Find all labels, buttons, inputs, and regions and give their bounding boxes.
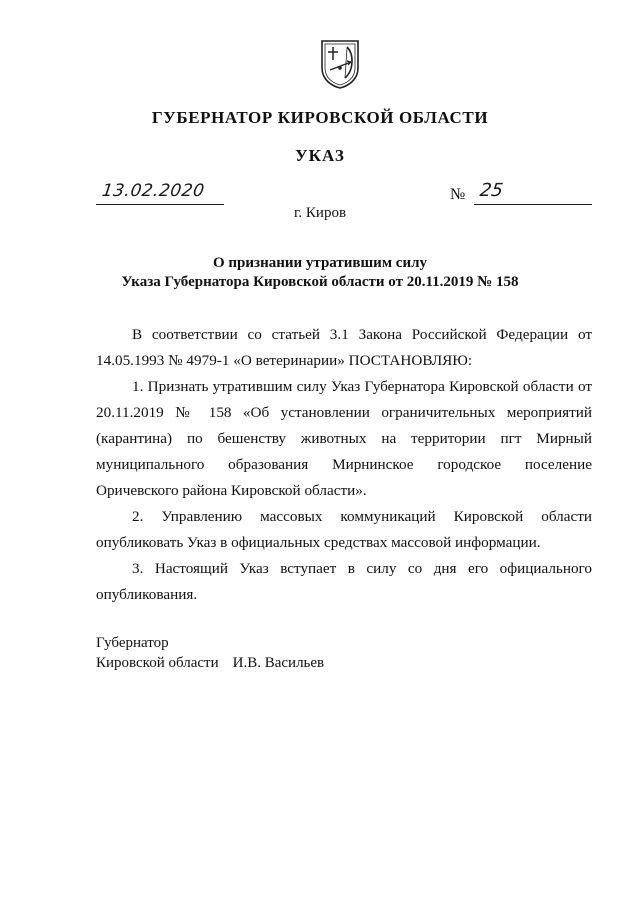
org-title: ГУБЕРНАТОР КИРОВСКОЙ ОБЛАСТИ: [151, 108, 489, 127]
body-paragraph-2: 2. Управлению массовых коммуникаций Кировской области опубликовать Указ в официальных средствах массовой информации.: [96, 508, 592, 551]
body-paragraph-preamble: В соответствии со статьей 3.1 Закона Российской Федерации от 14.05.1993 № 4979-1 «О ветеринарии» ПОСТАНОВЛЯЮ:: [96, 326, 592, 369]
city-line: г. Киров: [293, 205, 347, 221]
handwritten-date: 13.02.2020: [100, 181, 206, 201]
document-body: [96, 322, 592, 608]
body-paragraph-1: 1. Признать утратившим силу Указ Губернатора Кировской области от 20.11.2019 № 158 «Об установлении ограничительных мероприятий (карантина) по бешенству животных на территории пгт Мирный муниципального образования Мирнинское городское поселение Оричевского района Кировской области».: [96, 378, 592, 499]
handwritten-number: 25: [478, 180, 505, 201]
number-label: №: [450, 186, 466, 203]
doc-type-title: УКАЗ: [295, 146, 345, 165]
signer-position-line-2: Кировской области: [96, 655, 219, 671]
signer-name: И.В. Васильев: [232, 655, 325, 671]
date-field: [96, 181, 224, 205]
number-field: [474, 180, 592, 205]
subject-line-1: О признании утратившим силу: [213, 255, 427, 271]
signature-block: [96, 633, 324, 673]
body-paragraph-3: 3. Настоящий Указ вступает в силу со дня его официального опубликования.: [96, 560, 592, 603]
coat-of-arms-icon: [318, 38, 362, 90]
signer-position-line-1: Губернатор: [96, 635, 169, 651]
subject-line-2: Указа Губернатора Кировской области от 20.11.2019 № 158: [121, 274, 519, 290]
document-subject: [0, 254, 640, 292]
